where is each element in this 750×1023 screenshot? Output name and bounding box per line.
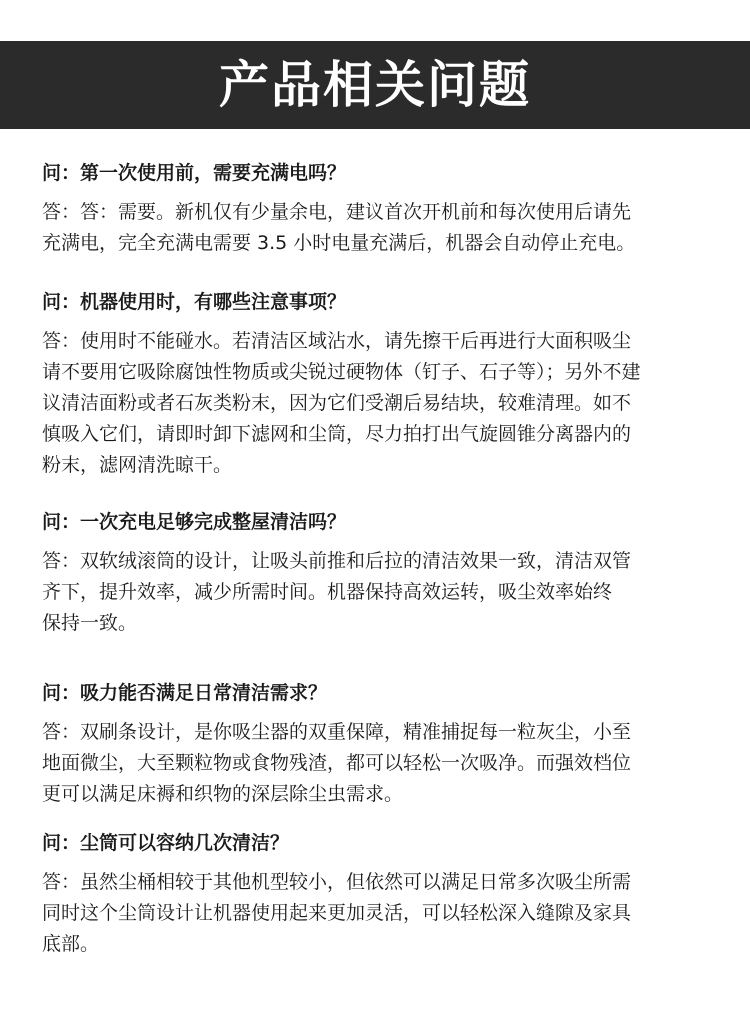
answer-1 [42, 197, 635, 259]
answer-line: 答：虽然尘桶相较于其他机型较小，但依然可以满足日常多次吸尘所需 [42, 871, 632, 893]
question-4: 问：吸力能否满足日常清洁需求？ [42, 682, 328, 704]
answer-2 [42, 326, 641, 481]
answer-line: 更可以满足床褥和织物的深层除尘虫需求。 [42, 783, 404, 805]
answer-line: 答：使用时不能碰水。若清洁区域沾水，请先擦干后再进行大面积吸尘 [42, 330, 632, 352]
answer-line: 答：双刷条设计，是你吸尘器的双重保障，精准捕捉每一粒灰尘，小至 [42, 721, 632, 743]
answer-line: 底部。 [42, 933, 100, 955]
answer-line: 同时这个尘筒设计让机器使用起来更加灵活，可以轻松深入缝隙及家具 [42, 902, 632, 924]
question-3: 问：一次充电足够完成整屋清洁吗？ [42, 511, 347, 533]
answer-5 [42, 867, 631, 960]
answer-line: 答：答：需要。新机仅有少量余电，建议首次开机前和每次使用后请先 [42, 201, 632, 223]
answer-4 [42, 717, 631, 810]
page-title: 产品相关问题 [219, 56, 531, 114]
answer-line: 答：双软绒滚筒的设计，让吸头前推和后拉的清洁效果一致，清洁双管 [42, 550, 632, 572]
answer-line: 保持一致。 [42, 612, 138, 634]
question-5: 问：尘筒可以容纳几次清洁？ [42, 832, 290, 854]
answer-line: 齐下，提升效率，减少所需时间。机器保持高效运转，吸尘效率始终 [42, 581, 613, 603]
answer-line: 粉末，滤网清洗晾干。 [42, 454, 233, 476]
answer-line: 议清洁面粉或者石灰类粉末，因为它们受潮后易结块，较难清理。如不 [42, 392, 632, 414]
answer-line: 慎吸入它们，请即时卸下滤网和尘筒，尽力拍打出气旋圆锥分离器内的 [42, 423, 632, 445]
answer-3 [42, 546, 631, 639]
question-2: 问：机器使用时，有哪些注意事项？ [42, 291, 347, 313]
answer-line: 地面微尘，大至颗粒物或食物残渣，都可以轻松一次吸净。而强效档位 [42, 752, 632, 774]
header-banner [0, 41, 750, 129]
answer-line: 充满电，完全充满电需要 3.5 小时电量充满后，机器会自动停止充电。 [42, 232, 636, 254]
question-1: 问：第一次使用前，需要充满电吗？ [42, 162, 347, 184]
answer-line: 请不要用它吸除腐蚀性物质或尖锐过硬物体（钉子、石子等）；另外不建 [42, 361, 641, 383]
